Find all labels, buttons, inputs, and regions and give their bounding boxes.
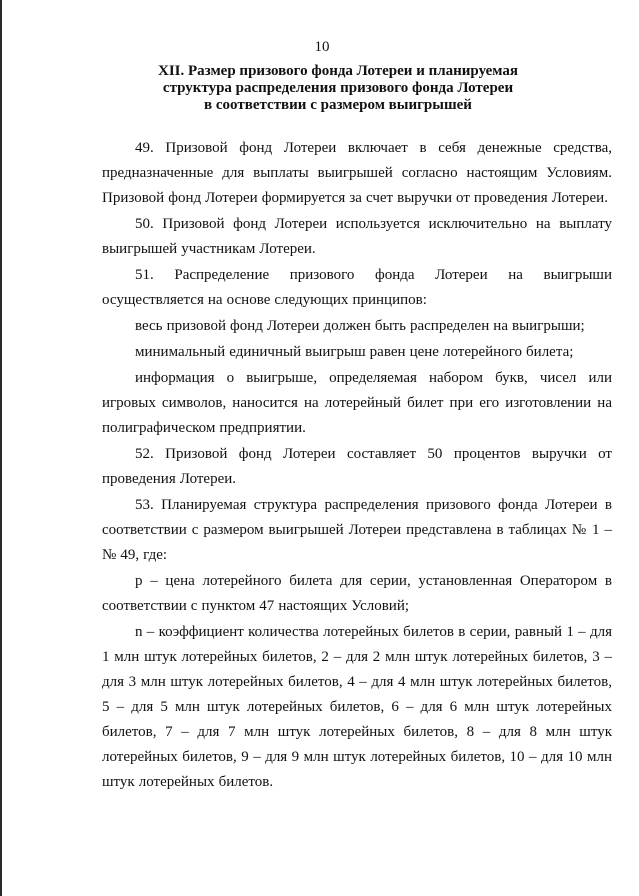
section-heading — [122, 63, 554, 114]
definition-n: n – коэффициент количества лотерейных билетов в серии, равный 1 – для 1 млн штук лотерейных билетов, 2 – для 2 млн штук лотерейных билетов, 3 – для 3 млн штук лотерейных билетов, 4 – для 4 млн штук лотерейных билетов, 5 – для 5 млн штук лотерейных билетов, 6 – для 6 млн штук лотерейных билетов, 7 – для 7 млн штук лотерейных билетов, 8 – для 8 млн штук лотерейных билетов, 9 – для 9 млн штук лотерейных билетов, 10 – для 10 млн штук лотерейных билетов. — [102, 624, 612, 790]
page-number: 10 — [314, 39, 330, 55]
paragraph-52: 52. Призовой фонд Лотереи составляет 50 процентов выручки от проведения Лотереи. — [102, 446, 612, 487]
paragraph-51: 51. Распределение призового фонда Лотереи на выигрыши осуществляется на основе следующих принципов: — [102, 267, 612, 308]
section-heading-line-2: структура распределения призового фонда Лотереи — [162, 80, 514, 96]
principle-item-2: минимальный единичный выигрыш равен цене лотерейного билета; — [135, 344, 574, 360]
section-heading-line-1: XII. Размер призового фонда Лотереи и планируемая — [157, 63, 519, 79]
principle-item-1: весь призовой фонд Лотереи должен быть распределен на выигрыши; — [135, 318, 585, 334]
definition-p: p – цена лотерейного билета для серии, установленная Оператором в соответствии с пунктом 47 настоящих Условий; — [102, 573, 612, 614]
section-heading-line-3: в соответствии с размером выигрышей — [204, 97, 472, 113]
paragraph-49: 49. Призовой фонд Лотереи включает в себя денежные средства, предназначенные для выплаты выигрышей согласно настоящим Условиям. Призовой фонд Лотереи формируется за счет выручки от проведения Лотереи. — [102, 140, 612, 206]
document-body — [102, 136, 612, 796]
paragraph-53: 53. Планируемая структура распределения призового фонда Лотереи в соответствии с размером выигрышей Лотереи представлена в таблицах № 1 – № 49, где: — [102, 497, 612, 563]
principle-item-3: информация о выигрыше, определяемая набором букв, чисел или игровых символов, наносится на лотерейный билет при его изготовлении на полиграфическом предприятии. — [102, 370, 612, 436]
paragraph-50: 50. Призовой фонд Лотереи используется исключительно на выплату выигрышей участникам Лотереи. — [102, 216, 612, 257]
